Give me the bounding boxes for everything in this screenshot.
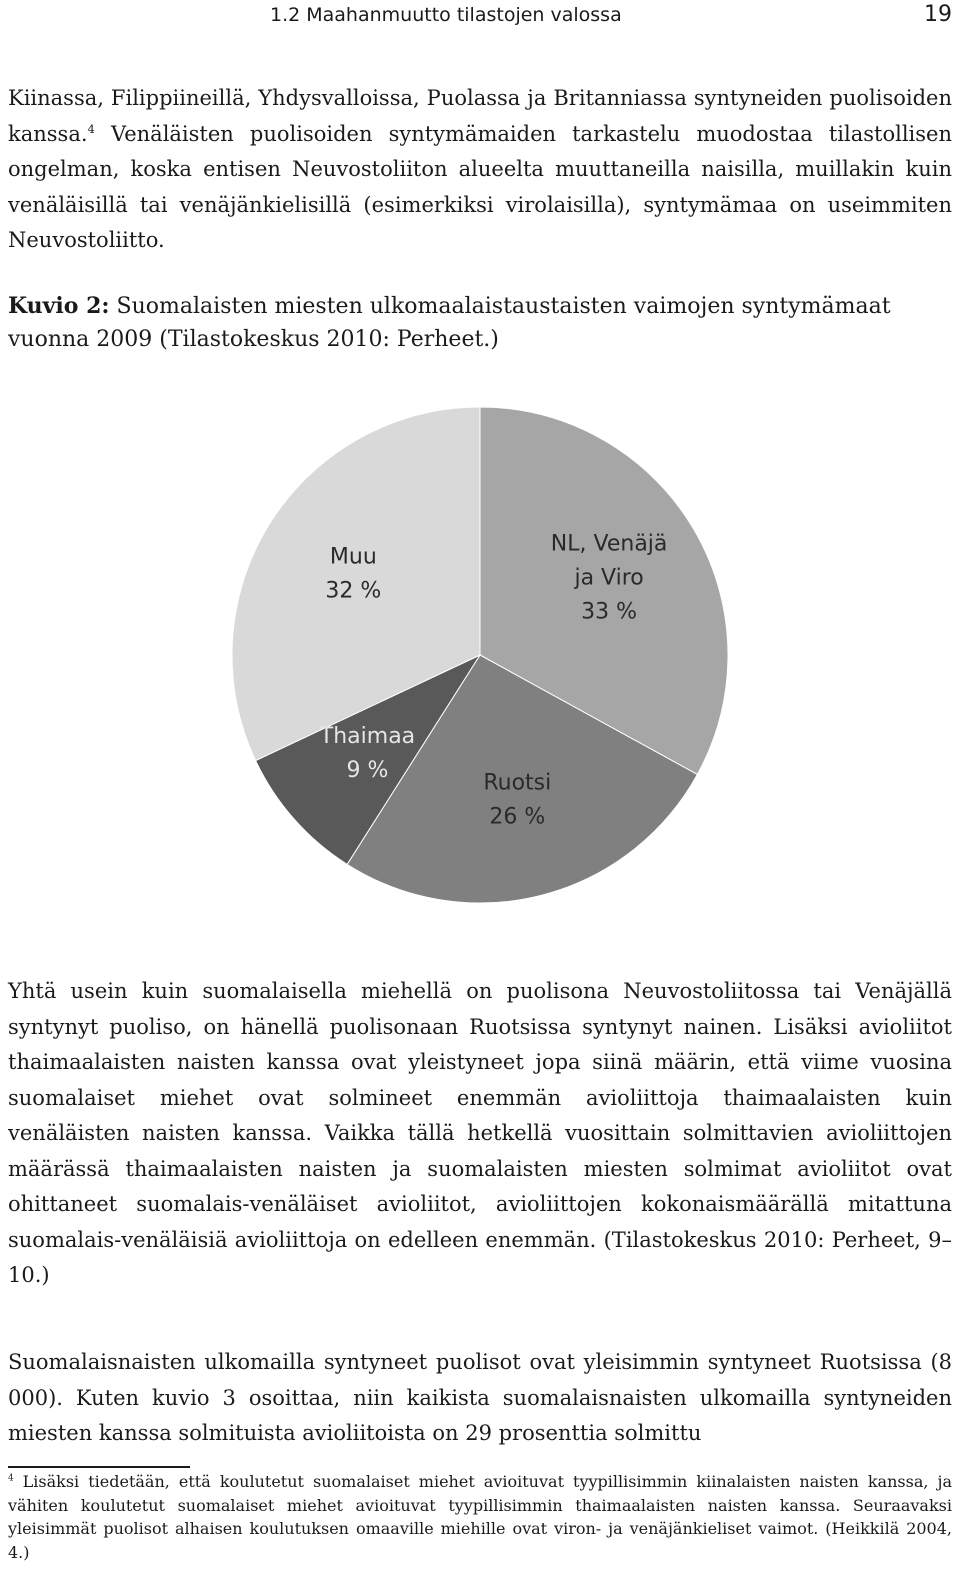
pie-label-thaimaa: 9 %	[346, 758, 389, 784]
page-number: 19	[924, 2, 952, 27]
figure-label: Kuvio 2:	[8, 293, 110, 319]
pie-label-thaimaa: Thaimaa	[319, 724, 416, 750]
footnote	[8, 1470, 952, 1564]
paragraph-1-text-b: Venäläisten puolisoiden syntymämaiden tarkastelu muodostaa tilastollisen ongelman, koska entisen Neuvostoliiton alueelta muuttaneilla naisilla, muillakin kuin venäläisillä tai venäjänkielisillä (esimerkiksi virolaisilla), syntymämaa on useimmiten Neuvostoliitto.	[8, 121, 952, 252]
pie-label-ruotsi: Ruotsi	[483, 770, 552, 796]
running-head: 1.2 Maahanmuutto tilastojen valossa	[270, 4, 622, 26]
pie-label-muu: 32 %	[325, 578, 382, 604]
pie-label-ruotsi: 26 %	[489, 804, 546, 830]
paragraph-2: Yhtä usein kuin suomalaisella miehellä on puolisona Neuvostoliitossa tai Venäjällä syntynyt puoliso, on hänellä puolisonaan Ruotsissa syntynyt nainen. Lisäksi avioliitot thaimaalaisten naisten kanssa ovat yleistyneet jopa siinä määrin, että viime vuosina suomalaiset miehet ovat solmineet enemmän avioliittoja thaimaalaisten kuin venäläisten naisten kanssa. Vaikka tällä hetkellä vuosittain solmittavien avioliittojen määrässä thaimaalaisten naisten ja suomalaisten miesten solmimat avioliitot ovat ohittaneet suomalais-venäläiset avioliitot, avioliittojen kokonaismäärällä mitattuna suomalais-venäläisiä avioliittoja on edelleen enemmän. (Tilastokeskus 2010: Perheet, 9–10.)	[8, 979, 952, 1287]
paragraph-1	[8, 81, 952, 259]
pie-chart-svg	[220, 395, 740, 915]
footnote-divider	[8, 1466, 190, 1468]
footnote-number: 4	[8, 1473, 14, 1484]
figure-caption-text: Suomalaisten miesten ulkomaalaistaustaisten vaimojen syntymämaat vuonna 2009 (Tilastokeskus 2010: Perheet.)	[8, 294, 891, 352]
pie-label-muu: Muu	[329, 544, 377, 570]
paragraph-1-text-a: Kiinassa, Filippiineillä, Yhdysvalloissa, Puolassa ja Britanniassa syntyneiden puolisoiden kanssa.	[8, 86, 952, 146]
paragraph-3: Suomalaisnaisten ulkomailla syntyneet puolisot ovat yleisimmin syntyneet Ruotsissa (8 000). Kuten kuvio 3 osoittaa, niin kaikista suomalaisnaisten ulkomailla syntyneiden miesten kanssa solmituista avioliitoista on 29 prosenttia solmittu	[8, 1350, 952, 1445]
footnote-reference: 4	[87, 121, 95, 136]
pie-chart	[220, 395, 740, 915]
pie-label-nl-venäjä-ja-viro: ja Viro	[574, 565, 644, 591]
footnote-text: Lisäksi tiedetään, että koulutetut suomalaiset miehet avioituvat tyypillisimmin kiinalaisten naisten kanssa, ja vähiten koulutetut suomalaiset miehet avioituvat tyypillisimmin thaimaalaisten naisten kanssa. Seuraavaksi yleisimmät puolisot alhaisen koulutuksen omaaville miehille ovat viron- ja venäjänkieliset vaimot. (Heikkilä 2004, 4.)	[8, 1472, 952, 1562]
figure-caption	[8, 290, 952, 356]
pie-label-nl-venäjä-ja-viro: 33 %	[581, 599, 638, 625]
page-header	[0, 0, 960, 34]
pie-label-nl-venäjä-ja-viro: NL, Venäjä	[550, 531, 668, 557]
